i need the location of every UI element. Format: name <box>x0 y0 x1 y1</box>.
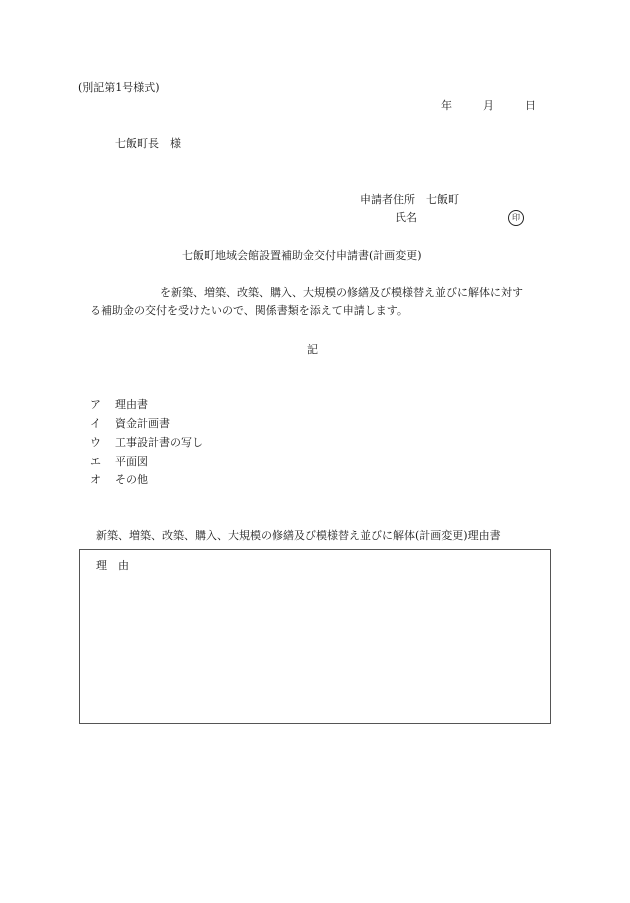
ki-heading: 記 <box>307 343 318 356</box>
date-day: 日 <box>525 99 536 112</box>
addressee: 七飯町長 様 <box>115 137 181 150</box>
attachment-item <box>90 436 203 450</box>
attachment-label: 工事設計書の写し <box>115 436 203 449</box>
document-title: 七飯町地域会館設置補助金交付申請書(計画変更) <box>182 249 422 262</box>
attachment-item <box>90 417 170 431</box>
attachment-label: 平面図 <box>115 455 148 468</box>
body-line-2: る補助金の交付を受けたいので、関係書類を添えて申請します。 <box>90 304 408 317</box>
reason-box <box>79 549 551 724</box>
attachment-item <box>90 455 148 469</box>
date-year: 年 <box>441 99 452 112</box>
attachment-mark: オ <box>90 473 101 486</box>
attachment-label: 理由書 <box>115 398 148 411</box>
reason-heading: 新築、増築、改築、購入、大規模の修繕及び模様替え並びに解体(計画変更)理由書 <box>96 529 501 542</box>
body-line-1: を新築、増築、改築、購入、大規模の修繕及び模様替え並びに解体に対す <box>160 286 523 299</box>
applicant-name-label: 氏名 <box>395 211 417 224</box>
reason-box-label: 理 由 <box>96 559 129 572</box>
attachment-mark: エ <box>90 455 101 468</box>
attachment-mark: ウ <box>90 436 101 449</box>
attachment-label: その他 <box>115 473 148 486</box>
attachment-item <box>90 398 148 412</box>
attachment-item <box>90 473 148 487</box>
attachment-mark: イ <box>90 417 101 430</box>
attachment-mark: ア <box>90 398 101 411</box>
applicant-address: 申請者住所 七飯町 <box>360 193 459 206</box>
date-month: 月 <box>483 99 494 112</box>
form-number: (別記第1号様式) <box>78 81 160 94</box>
date-line <box>441 99 536 113</box>
seal-mark: 印 <box>508 210 524 226</box>
attachment-label: 資金計画書 <box>115 417 170 430</box>
